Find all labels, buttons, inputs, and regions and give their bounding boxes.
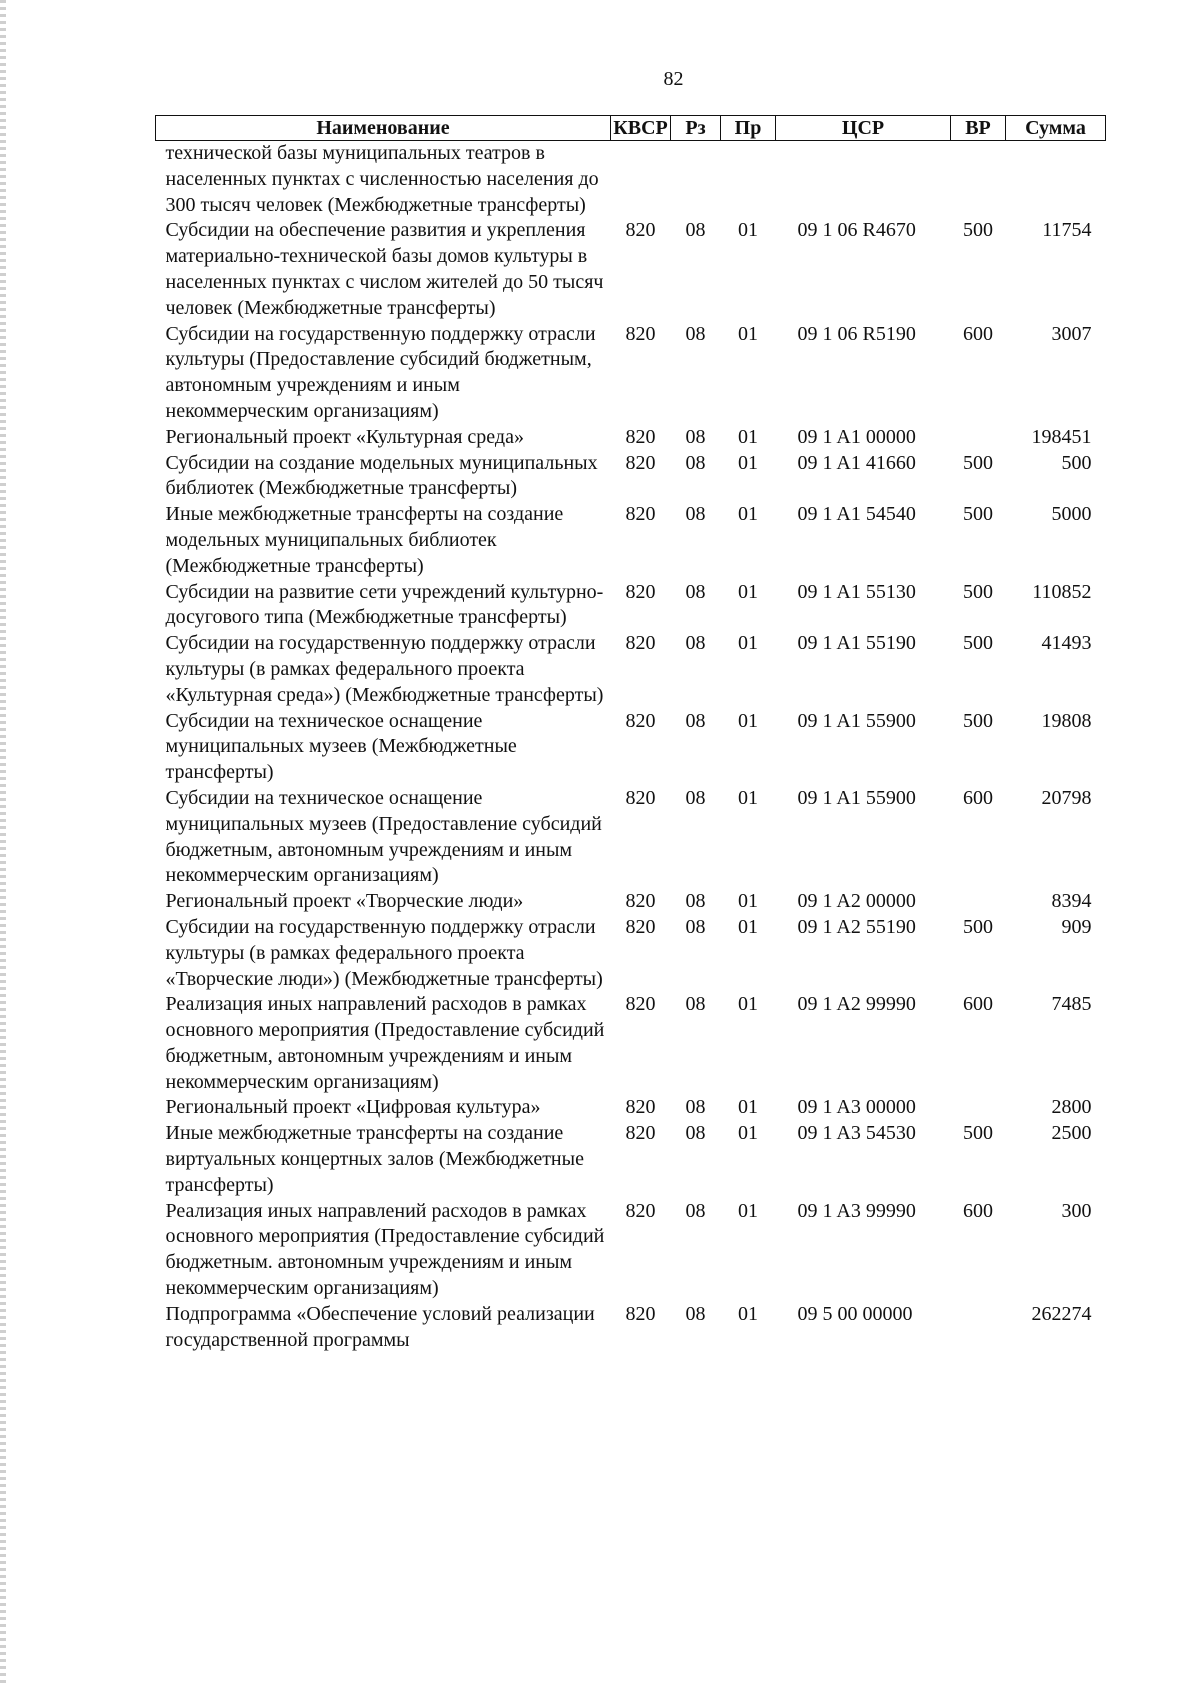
cell-pr: 01 — [738, 1096, 758, 1119]
budget-table-container — [155, 115, 1105, 1353]
cell-csr: 09 1 06 R4670 — [797, 219, 916, 242]
cell-vr: 500 — [963, 915, 993, 938]
cell-kvsr: 820 — [625, 1302, 656, 1325]
column-header-vr: ВР — [951, 116, 1006, 141]
cell-vr: 500 — [963, 219, 993, 242]
cell-kvsr: 820 — [625, 890, 656, 913]
cell-vr — [951, 889, 1006, 915]
cell-name: Субсидии на государственную поддержку отрасли культуры (в рамках федерального проекта «Творческие люди») (Межбюджетные трансферты) — [165, 915, 603, 990]
cell-kvsr: 820 — [625, 1122, 656, 1145]
cell-csr: 09 1 A1 55190 — [797, 632, 916, 655]
table-row — [156, 1121, 1106, 1198]
cell-name: Региональный проект «Творческие люди» — [165, 890, 524, 913]
cell-kvsr: 820 — [625, 580, 656, 603]
cell-rz: 08 — [685, 1199, 706, 1222]
table-row — [156, 631, 1106, 708]
cell-pr — [721, 141, 776, 219]
cell-vr: 600 — [963, 1199, 993, 1222]
table-row — [156, 1095, 1106, 1121]
cell-rz: 08 — [685, 580, 706, 603]
scan-edge — [0, 0, 6, 1686]
cell-name: Региональный проект «Культурная среда» — [165, 425, 524, 448]
cell-rz: 08 — [685, 322, 706, 345]
cell-kvsr: 820 — [625, 503, 656, 526]
cell-rz: 08 — [685, 709, 706, 732]
cell-sum: 198451 — [1031, 425, 1092, 448]
cell-vr: 500 — [963, 632, 993, 655]
cell-rz: 08 — [685, 1122, 706, 1145]
table-row — [156, 322, 1106, 425]
cell-vr: 600 — [963, 322, 993, 345]
cell-rz: 08 — [685, 915, 706, 938]
cell-kvsr: 820 — [625, 1096, 656, 1119]
cell-rz: 08 — [685, 1302, 706, 1325]
cell-kvsr: 820 — [625, 993, 656, 1016]
table-row — [156, 915, 1106, 992]
cell-pr: 01 — [738, 219, 758, 242]
cell-vr: 500 — [963, 1122, 993, 1145]
cell-pr: 01 — [738, 993, 758, 1016]
cell-name: Субсидии на развитие сети учреждений культурно-досугового типа (Межбюджетные трансферты) — [165, 580, 604, 629]
cell-pr: 01 — [738, 1199, 758, 1222]
cell-sum: 19808 — [1041, 709, 1092, 732]
cell-kvsr: 820 — [625, 632, 656, 655]
cell-name: Субсидии на обеспечение развития и укрепления материально-технической базы домов культуры в населенных пунктах с числом жителей до 50 тысяч человек (Межбюджетные трансферты) — [165, 219, 604, 319]
cell-sum: 20798 — [1041, 786, 1092, 809]
cell-kvsr: 820 — [625, 915, 656, 938]
cell-sum: 8394 — [1051, 890, 1092, 913]
cell-pr: 01 — [738, 890, 758, 913]
cell-csr: 09 1 A1 55900 — [797, 786, 916, 809]
cell-pr: 01 — [738, 632, 758, 655]
cell-pr: 01 — [738, 580, 758, 603]
cell-vr — [951, 141, 1006, 219]
cell-csr: 09 1 A1 54540 — [797, 503, 916, 526]
cell-kvsr: 820 — [625, 451, 656, 474]
cell-vr: 600 — [963, 993, 993, 1016]
column-header-csr: ЦСР — [776, 116, 951, 141]
table-body — [156, 141, 1106, 1354]
table-row — [156, 218, 1106, 321]
cell-sum: 909 — [1061, 915, 1092, 938]
cell-rz: 08 — [685, 890, 706, 913]
cell-kvsr: 820 — [625, 786, 656, 809]
cell-csr: 09 1 A1 55130 — [797, 580, 916, 603]
cell-name: Субсидии на государственную поддержку отрасли культуры (в рамках федерального проекта «Культурная среда») (Межбюджетные трансферты) — [165, 632, 604, 706]
table-header-row — [156, 116, 1106, 141]
cell-vr: 500 — [963, 709, 993, 732]
cell-vr — [951, 1095, 1006, 1121]
cell-csr: 09 1 A3 54530 — [797, 1122, 916, 1145]
cell-kvsr: 820 — [625, 425, 656, 448]
table-row — [156, 709, 1106, 786]
cell-pr: 01 — [738, 915, 758, 938]
cell-sum: 41493 — [1041, 632, 1092, 655]
cell-name: Региональный проект «Цифровая культура» — [165, 1096, 541, 1119]
cell-name: Субсидии на техническое оснащение муниципальных музеев (Предоставление субсидий бюджетным, автономным учреждениям и иным некоммерческим организациям) — [165, 786, 602, 887]
cell-sum: 7485 — [1051, 993, 1092, 1016]
cell-kvsr: 820 — [625, 322, 656, 345]
cell-kvsr: 820 — [625, 709, 656, 732]
cell-csr: 09 1 A3 00000 — [797, 1096, 916, 1119]
cell-sum: 11754 — [1042, 219, 1092, 242]
cell-kvsr: 820 — [625, 1199, 656, 1222]
cell-sum: 500 — [1061, 451, 1092, 474]
table-row — [156, 1302, 1106, 1354]
cell-rz — [671, 141, 721, 219]
cell-name: Иные межбюджетные трансферты на создание модельных муниципальных библиотек (Межбюджетные трансферты) — [165, 503, 564, 577]
cell-csr: 09 1 A3 99990 — [797, 1199, 916, 1222]
table-row — [156, 889, 1106, 915]
cell-name: технической базы муниципальных театров в населенных пунктах с численностью населения до 300 тысяч человек (Межбюджетные трансферты) — [165, 142, 599, 216]
column-header-rz: Рз — [671, 116, 721, 141]
cell-rz: 08 — [685, 503, 706, 526]
cell-pr: 01 — [738, 1302, 758, 1325]
cell-sum: 110852 — [1032, 580, 1092, 603]
cell-rz: 08 — [685, 632, 706, 655]
cell-csr: 09 1 A1 55900 — [797, 709, 916, 732]
cell-vr: 500 — [963, 451, 993, 474]
cell-rz: 08 — [685, 786, 706, 809]
cell-rz: 08 — [685, 1096, 706, 1119]
cell-name: Иные межбюджетные трансферты на создание виртуальных концертных залов (Межбюджетные трансферты) — [165, 1122, 584, 1196]
cell-csr: 09 1 A2 99990 — [797, 993, 916, 1016]
cell-rz: 08 — [685, 451, 706, 474]
cell-name: Субсидии на техническое оснащение муниципальных музеев (Межбюджетные трансферты) — [165, 709, 517, 784]
table-row — [156, 1199, 1106, 1302]
cell-vr: 500 — [963, 580, 993, 603]
cell-sum: 300 — [1061, 1199, 1092, 1222]
page-number: 82 — [663, 68, 684, 90]
cell-name: Реализация иных направлений расходов в рамках основного мероприятия (Предоставление субсидий бюджетным. автономным учреждениям и иным некоммерческим организациям) — [165, 1199, 605, 1300]
table-row — [156, 786, 1106, 889]
cell-vr — [951, 1302, 1006, 1354]
cell-pr: 01 — [738, 786, 758, 809]
column-header-pr: Пр — [721, 116, 776, 141]
table-row — [156, 451, 1106, 503]
cell-csr: 09 5 00 00000 — [797, 1302, 913, 1325]
cell-rz: 08 — [685, 219, 706, 242]
cell-name: Подпрограмма «Обеспечение условий реализации государственной программы — [165, 1302, 595, 1351]
cell-pr: 01 — [738, 322, 758, 345]
table-row — [156, 992, 1106, 1095]
cell-csr: 09 1 A2 00000 — [797, 890, 916, 913]
cell-sum — [1006, 141, 1106, 219]
cell-csr: 09 1 A1 00000 — [797, 425, 916, 448]
cell-name: Субсидии на создание модельных муниципальных библиотек (Межбюджетные трансферты) — [165, 451, 598, 500]
cell-kvsr — [611, 141, 671, 219]
cell-csr: 09 1 A2 55190 — [797, 915, 916, 938]
cell-sum: 2500 — [1051, 1122, 1092, 1145]
column-header-name: Наименование — [156, 116, 611, 141]
table-row — [156, 580, 1106, 632]
cell-csr — [776, 141, 951, 219]
cell-sum: 5000 — [1051, 503, 1092, 526]
table-row — [156, 425, 1106, 451]
cell-pr: 01 — [738, 451, 758, 474]
cell-vr: 600 — [963, 786, 993, 809]
cell-rz: 08 — [685, 993, 706, 1016]
cell-csr: 09 1 A1 41660 — [797, 451, 916, 474]
cell-kvsr: 820 — [625, 219, 656, 242]
cell-sum: 3007 — [1051, 322, 1092, 345]
column-header-sum: Сумма — [1006, 116, 1106, 141]
cell-pr: 01 — [738, 709, 758, 732]
budget-table — [155, 115, 1106, 1353]
cell-name: Субсидии на государственную поддержку отрасли культуры (Предоставление субсидий бюджетным, автономным учреждениям и иным некоммерческим организациям) — [165, 322, 596, 422]
cell-pr: 01 — [738, 425, 758, 448]
cell-vr — [951, 425, 1006, 451]
cell-pr: 01 — [738, 503, 758, 526]
table-row — [156, 141, 1106, 219]
cell-vr: 500 — [963, 503, 993, 526]
table-row — [156, 502, 1106, 579]
cell-sum: 2800 — [1051, 1096, 1092, 1119]
cell-rz: 08 — [685, 425, 706, 448]
cell-name: Реализация иных направлений расходов в рамках основного мероприятия (Предоставление субсидий бюджетным, автономным учреждениям и иным некоммерческим организациям) — [165, 993, 605, 1093]
cell-csr: 09 1 06 R5190 — [797, 322, 916, 345]
column-header-kvsr: КВСР — [611, 116, 671, 141]
cell-pr: 01 — [738, 1122, 758, 1145]
cell-sum: 262274 — [1031, 1302, 1092, 1325]
